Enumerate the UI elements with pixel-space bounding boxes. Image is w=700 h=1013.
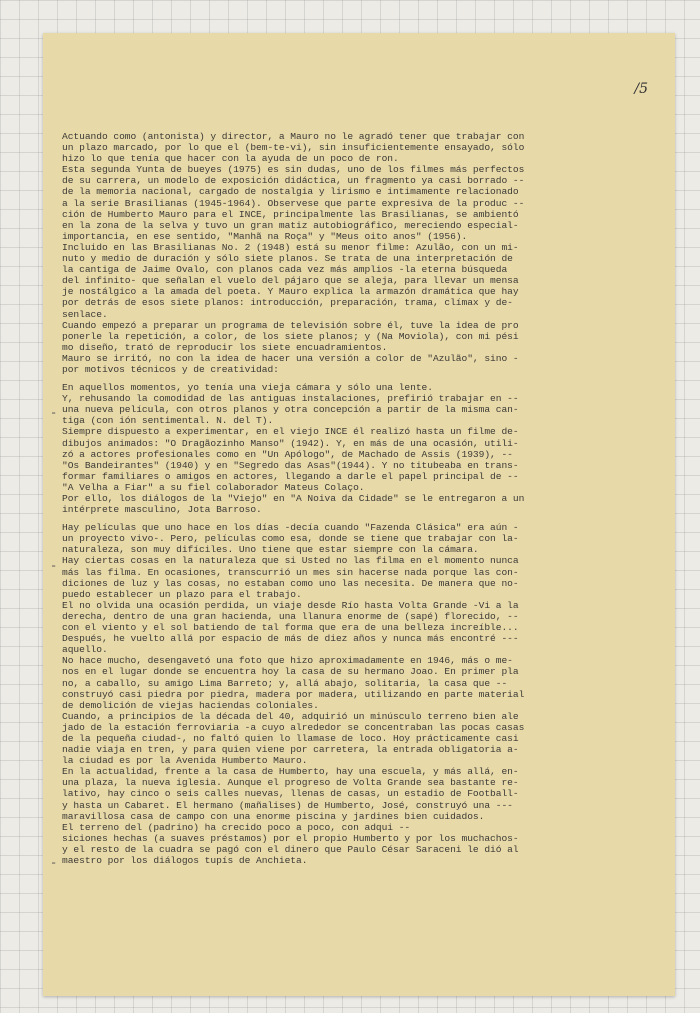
text-line: diciones de luz y las cosas, no estaban como uno las necesita. De manera que no- [62, 577, 519, 589]
text-line: ponerle la repetición, a color, de los siete planos; y (Na Moviola), con mi pési [62, 330, 519, 342]
text-line: y el resto de la cuadra se pagó con el dinero que Paulo César Saraceni le dió al [62, 843, 519, 855]
text-line: senlace. [62, 308, 108, 320]
text-line: Cuando, a principios de la década del 40, adquirió un minúsculo terreno bien ale [62, 710, 519, 722]
text-line: Mauro se irritó, no con la idea de hacer una versión a color de "Azulão", sino - [62, 352, 519, 364]
text-line: de demolición de viejas haciendas coloniales. [62, 699, 319, 711]
text-line: "A Velha a Fiar" a su fiel colaborador Mateus Colaço. [62, 481, 365, 493]
paragraph-block [62, 382, 647, 515]
margin-dash-mark: - [50, 406, 58, 420]
text-line: je nostálgico a la amada del poeta. Y Mauro explica la armazón dramática que hay [62, 286, 519, 298]
text-line: importancia, en ese sentido, "Manhã na Roça" y "Meus oito anos" (1956). [62, 230, 468, 242]
text-line: Después, he vuelto allá por espacio de más de diez años y nunca más encontré --- [62, 633, 519, 645]
paragraph-gap [62, 515, 647, 522]
text-line: ción de Humberto Mauro para el INCE, principalmente las Brasilianas, se ambientó [62, 208, 519, 220]
text-line: aquello. [62, 644, 108, 656]
text-line: nos en el lugar donde se encuentra hoy la casa de su hermano Joao. En primer pla [62, 666, 519, 678]
text-line: Actuando como (antonista) y director, a Mauro no le agradó tener que trabajar con [62, 131, 525, 142]
text-line: tiga (con ión sentimental. N. del T). [62, 415, 274, 427]
text-line: la cantiga de Jaime Ovalo, con planos cada vez más amplios -la eterna búsqueda [62, 264, 508, 276]
text-line: nadie viaja en tren, y para quien viene por carretera, la entrada obligatoria a- [62, 744, 519, 756]
text-line: El terreno del (padrino) ha crecido poco a poco, con adqui -- [62, 821, 411, 833]
page-number: /5 [634, 81, 648, 97]
text-line: Hay películas que uno hace en los días -decía cuando "Fazenda Clásica" era aún - [62, 522, 519, 534]
text-line: de la memoria nacional, cargado de nostalgia y lirismo e intimamente relacionado [62, 186, 519, 198]
text-line: lativo, hay cinco o seis calles nuevas, llenas de casas, un estadio de Football- [62, 788, 519, 800]
text-line: construyó casi piedra por piedra, madera por madera, utilizando en parte material [62, 688, 525, 700]
margin-dash-mark: - [50, 559, 58, 573]
text-line: El no olvida una ocasión perdida, un viaje desde Río hasta Volta Grande -Vi a la [62, 599, 519, 611]
text-line: de su carrera, un modelo de exposición didáctica, un fragmento ya casi borrado -- [62, 175, 525, 187]
margin-dash-mark: - [50, 856, 58, 870]
paragraph-gap [62, 375, 647, 382]
text-line: Cuando empezó a preparar un programa de televisión sobre él, tuve la idea de pro [62, 319, 519, 331]
text-line: en la zona de la selva y tuvo un gran matiz autobiográfico, mereciendo especial- [62, 219, 519, 231]
text-line: siciones hechas (a suaves préstamos) por el propio Humberto y por los muchachos- [62, 832, 519, 844]
text-line: un proyecto vivo-. Pero, películas como esa, donde se tiene que trabajar con la- [62, 533, 519, 545]
text-line: una plaza, la nueva iglesia. Aunque el progreso de Volta Grande sea bastante re- [62, 777, 519, 789]
text-line: Siempre dispuesto a experimentar, en el viejo INCE él realizó hasta un filme de- [62, 426, 519, 438]
text-line: no, a caballo, su amigo Lima Barreto; y, allá abajo, solitaria, la casa que -- [62, 677, 508, 689]
paragraph-block [62, 522, 647, 866]
text-line: maestro por los diálogos tupís de Anchieta. [62, 855, 308, 866]
text-line: No hace mucho, desengavetó una foto que hizo aproximadamente en 1946, más o me- [62, 655, 513, 667]
text-line: jado de la estación ferroviaria -a cuyo alrededor se concentraban las pocas casas [62, 721, 525, 733]
text-line: puedo establecer un plazo para el trabajo. [62, 588, 302, 600]
text-line: dibujos animados: "O Dragãozinho Manso" (1942). Y, en más de una ocasión, utili- [62, 437, 519, 449]
text-line: por detrás de esos siete planos: introducción, preparación, trama, clímax y de- [62, 297, 513, 309]
text-line: Por ello, los diálogos de la "Viejo" en "A Noiva da Cidade" se le entregaron a un [62, 493, 525, 504]
text-line: más las filma. En ocasiones, transcurrió un mes sin hacerse nada porque las con- [62, 566, 519, 578]
text-line: zó a actores profesionales como en "Un Apólogo", de Machado de Assis (1939), -- [62, 448, 513, 460]
text-line: por motivos técnicos y de creatividad: [62, 363, 279, 375]
text-line: de la pequeña ciudad-, no faltó quien lo llamase de loco. Hoy prácticamente casi [62, 732, 519, 744]
text-line: Esta segunda Yunta de bueyes (1975) es sin dudas, uno de los filmes más perfectos [62, 164, 525, 176]
text-line: del infinito- que señalan el vuelo del pájaro que se aleja, para llevar un mensa [62, 275, 519, 287]
text-line: intérprete masculino, Jota Barroso. [62, 504, 262, 516]
text-line: la ciudad es por la Avenida Humberto Mauro. [62, 755, 308, 767]
text-line: una nueva película, con otros planos y otra concepción a partir de la misma can- [62, 404, 519, 416]
text-line: Y, rehusando la comodidad de las antiguas instalaciones, prefirió trabajar en -- [62, 393, 519, 405]
text-line: con el viento y el sol batiendo de tal forma que era de una belleza increíble... [62, 622, 519, 634]
text-line: derecha, dentro de una gran hacienda, una llanura enorme de (sapé) florecido, -- [62, 610, 519, 622]
paragraph-block [62, 131, 647, 375]
text-line: En la actualidad, frente a la casa de Humberto, hay una escuela, y más allá, en- [62, 766, 519, 778]
text-line: hizo lo que tenía que hacer con la ayuda de un poco de ron. [62, 153, 399, 165]
text-line: formar familiares o amigos en actores, llegando a darle el papel principal de -- [62, 470, 519, 482]
text-line: a la serie Brasilianas (1945-1964). Observese que parte expresiva de la produc -- [62, 197, 525, 209]
text-line: un plazo marcado, por lo que el (bem-te-vi), sin insuficientemente ensayado, sólo [62, 142, 525, 154]
text-line: En aquellos momentos, yo tenía una vieja cámara y sólo una lente. [62, 382, 433, 394]
text-line: y hasta un Cabaret. El hermano (mañalises) de Humberto, José, construyó una --- [62, 799, 513, 811]
text-line: mo diseño, trató de reproducir los siete encuadramientos. [62, 341, 388, 353]
text-line: Incluido en las Brasilianas No. 2 (1948) está su menor filme: Azulão, con un mi- [62, 241, 519, 253]
text-line: maravillosa casa de campo con una enorme piscina y jardines bien cuidados. [62, 810, 485, 822]
text-line: "Os Bandeirantes" (1940) y en "Segredo das Asas"(1944). Y no titubeaba en trans- [62, 459, 519, 471]
text-line: naturaleza, son muy difíciles. Uno tiene que estar siempre con la cámara. [62, 544, 479, 556]
text-line: Hay ciertas cosas en la naturaleza que si Usted no las filma en el momento nunca [62, 555, 519, 567]
typed-text-body [62, 131, 647, 866]
text-line: nuto y medio de duración y sólo siete planos. Se trata de una interpretación de [62, 253, 513, 265]
